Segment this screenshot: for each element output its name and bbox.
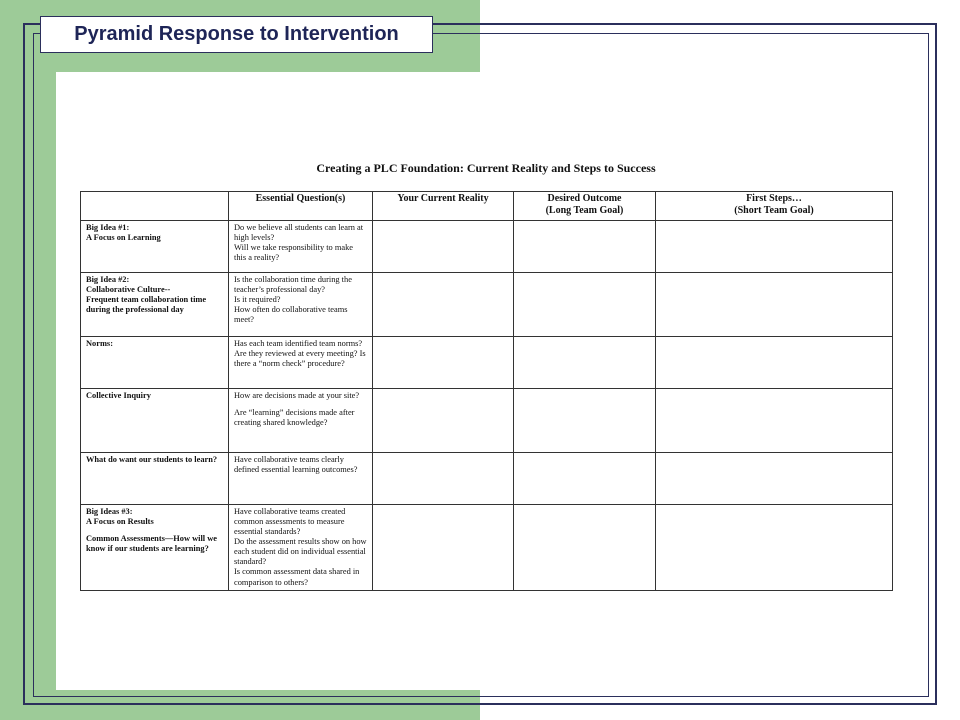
table-row	[81, 273, 893, 337]
current-reality-cell	[373, 337, 514, 389]
desired-outcome-cell	[514, 453, 656, 505]
question-cell	[229, 389, 373, 453]
question-line: How often do collaborative teams meet?	[234, 305, 348, 325]
question-cell	[229, 273, 373, 337]
header-desired-outcome-line1: Desired Outcome	[547, 193, 622, 204]
question-line: Is the collaboration time during the teacher’s professional day?	[234, 275, 352, 295]
first-steps-cell	[656, 389, 893, 453]
topic-line: Big Idea #2:	[86, 275, 130, 284]
question-line: Have collaborative teams clearly defined essential learning outcomes?	[234, 455, 358, 475]
first-steps-cell	[656, 221, 893, 273]
topic-cell	[81, 337, 229, 389]
header-topic	[81, 192, 229, 221]
topic-line: Frequent team collaboration time during the professional day	[86, 295, 207, 315]
table-row	[81, 389, 893, 453]
question-cell	[229, 337, 373, 389]
desired-outcome-cell	[514, 337, 656, 389]
question-line: Will we take responsibility to make this a reality?	[234, 243, 353, 263]
table-row	[81, 453, 893, 505]
topic-cell	[81, 221, 229, 273]
question-cell	[229, 221, 373, 273]
first-steps-cell	[656, 505, 893, 591]
header-desired-outcome-line2: (Long Team Goal)	[545, 205, 624, 216]
current-reality-cell	[373, 273, 514, 337]
question-line: Is it required?	[234, 295, 281, 305]
document-title: Creating a PLC Foundation: Current Reality and Steps to Success	[316, 161, 656, 175]
header-current-reality: Your Current Reality	[373, 192, 514, 221]
slide-title	[40, 16, 433, 53]
header-first-steps-line2: (Short Team Goal)	[734, 205, 814, 216]
question-line: Do we believe all students can learn at high levels?	[234, 223, 364, 243]
topic-line: Collaborative Culture--	[86, 285, 171, 295]
first-steps-cell	[656, 337, 893, 389]
current-reality-cell	[373, 505, 514, 591]
current-reality-cell	[373, 221, 514, 273]
topic-line: What do want our students to learn?	[86, 455, 218, 464]
first-steps-cell	[656, 273, 893, 337]
question-line: Have collaborative teams created common assessments to measure essential standards?	[234, 507, 346, 537]
header-desired-outcome	[514, 192, 656, 221]
topic-line: Norms:	[86, 339, 113, 348]
plc-table	[80, 191, 893, 591]
topic-line: A Focus on Learning	[86, 233, 161, 243]
topic-cell	[81, 505, 229, 591]
topic-line: Collective Inquiry	[86, 391, 151, 400]
desired-outcome-cell	[514, 221, 656, 273]
question-line: Has each team identified team norms? Are they reviewed at every meeting? Is there a “norm check” procedure?	[234, 339, 366, 369]
desired-outcome-cell	[514, 389, 656, 453]
current-reality-cell	[373, 389, 514, 453]
desired-outcome-cell	[514, 505, 656, 591]
slide-title-text: Pyramid Response to Intervention	[74, 23, 399, 45]
topic-cell	[81, 273, 229, 337]
question-line: How are decisions made at your site?	[234, 391, 360, 400]
question-line: Is common assessment data shared in comparison to others?	[234, 567, 360, 587]
question-line: Do the assessment results show on how each student did on individual essential standard?	[234, 537, 367, 567]
question-cell	[229, 453, 373, 505]
table-row	[81, 221, 893, 273]
desired-outcome-cell	[514, 273, 656, 337]
table-row	[81, 505, 893, 591]
question-cell	[229, 505, 373, 591]
topic-cell	[81, 453, 229, 505]
table-row	[81, 337, 893, 389]
question-line: Are “learning” decisions made after creating shared knowledge?	[234, 408, 355, 428]
current-reality-cell	[373, 453, 514, 505]
topic-cell	[81, 389, 229, 453]
topic-line: Big Ideas #3:	[86, 507, 133, 516]
topic-line: Big Idea #1:	[86, 223, 130, 232]
header-first-steps-line1: First Steps…	[746, 193, 802, 204]
topic-line: Common Assessments—How will we know if our students are learning?	[86, 534, 217, 554]
header-first-steps	[656, 192, 893, 221]
header-essential-questions: Essential Question(s)	[229, 192, 373, 221]
table-header-row	[81, 192, 893, 221]
first-steps-cell	[656, 453, 893, 505]
topic-line: A Focus on Results	[86, 517, 154, 527]
